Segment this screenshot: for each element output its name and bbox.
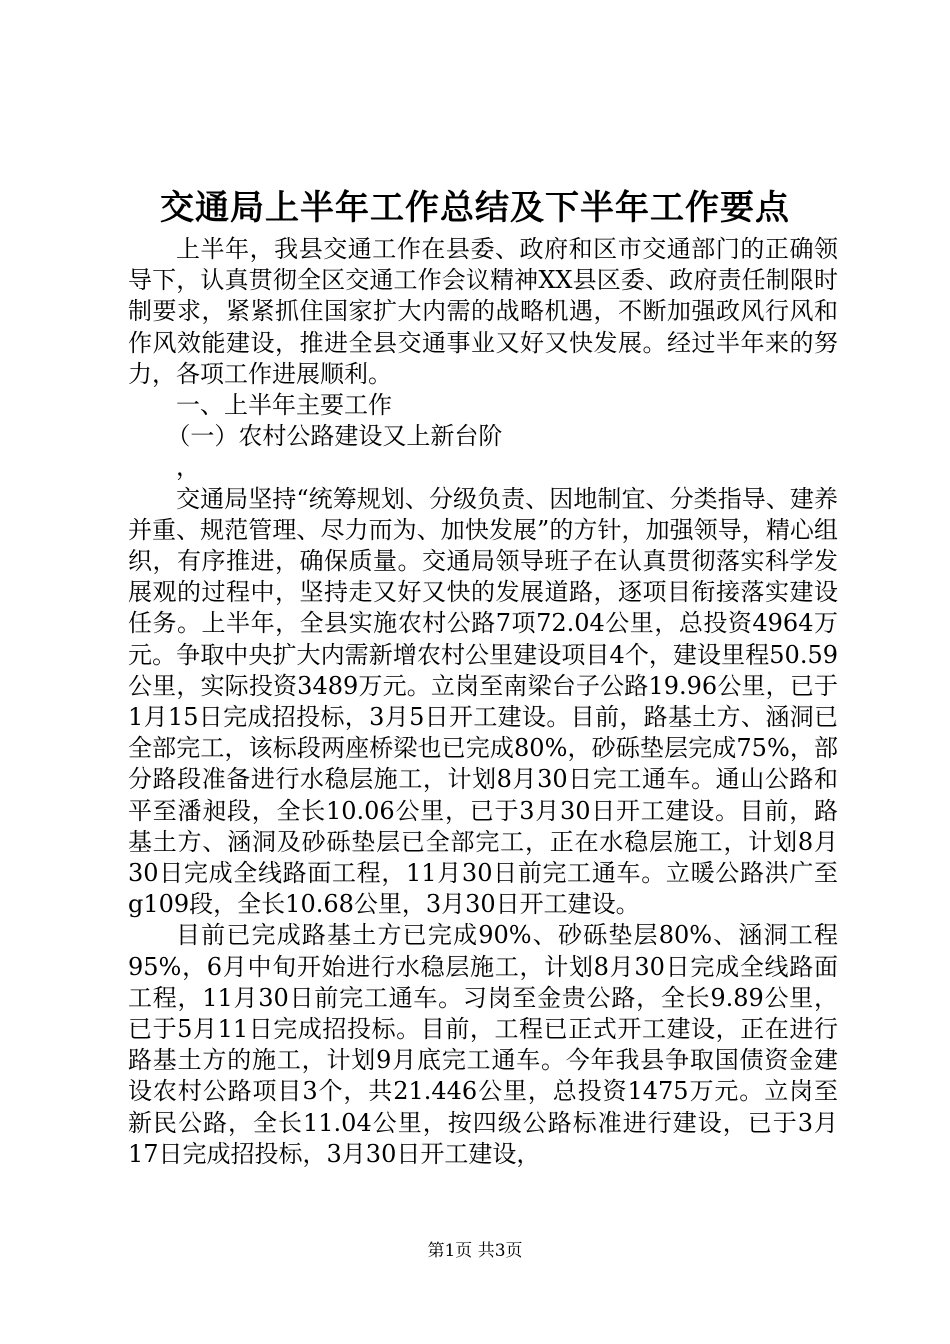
body-paragraph: 交通局坚持“统筹规划、分级负责、因地制宜、分类指导、建养并重、规范管理、尽力而为、加快发展”的方针，加强领导，精心组织，有序推进，确保质量。交通局领导班子在认真贯彻落实科学发展观的过程中，坚持走又好又快的发展道路，逐项目衔接落实建设任务。上半年，全县实施农村公路7项72.04公里，总投资4964万元。争取中央扩大内需新增农村公里建设项目4个，建设里程50.59公里，实际投资3489万元。立岗至南梁台子公路19.96公里，已于1月15日完成招投标，3月5日开工建设。目前，路基土方、涵洞已全部完工，该标段两座桥梁也已完成80%，砂砾垫层完成75%，部分路段准备进行水稳层施工，计划8月30日完工通车。通山公路和平至潘昶段，全长10.06公里，已于3月30日开工建设。目前，路基土方、涵洞及砂砾垫层已全部完工，正在水稳层施工，计划8月30日完成全线路面工程，11月30日前完工通车。立暖公路洪广至g109段，全长10.68公里，3月30日开工建设。 [128,484,838,919]
subsection-heading: （一）农村公路建设又上新台阶 [166,422,503,451]
intro-paragraph: 上半年，我县交通工作在县委、政府和区市交通部门的正确领导下，认真贯彻全区交通工作会议精神XX县区委、政府责任制限时制要求，紧紧抓住国家扩大内需的战略机遇，不断加强政风行风和作风效能建设，推进全县交通事业又好又快发展。经过半年来的努力，各项工作进展顺利。 [128,235,838,388]
page-footer: 第1页 共3页 [427,1241,523,1261]
stray-comma-line: ， [176,453,200,482]
section-heading: 一、上半年主要工作 [176,391,392,420]
document-body [128,234,838,1170]
document-title: 交通局上半年工作总结及下半年工作要点 [160,188,790,228]
body-paragraph: 目前已完成路基土方已完成90%、砂砾垫层80%、涵洞工程95%，6月中旬开始进行水稳层施工，计划8月30日完成全线路面工程，11月30日前完工通车。习岗至金贵公路，全长9.89公里，已于5月11日完成招投标。目前，工程已正式开工建设，正在进行路基土方的施工，计划9月底完工通车。今年我县争取国债资金建设农村公路项目3个，共21.446公里，总投资1475万元。立岗至新民公路，全长11.04公里，按四级公路标准进行建设，已于3月17日完成招投标，3月30日开工建设， [128,921,838,1168]
